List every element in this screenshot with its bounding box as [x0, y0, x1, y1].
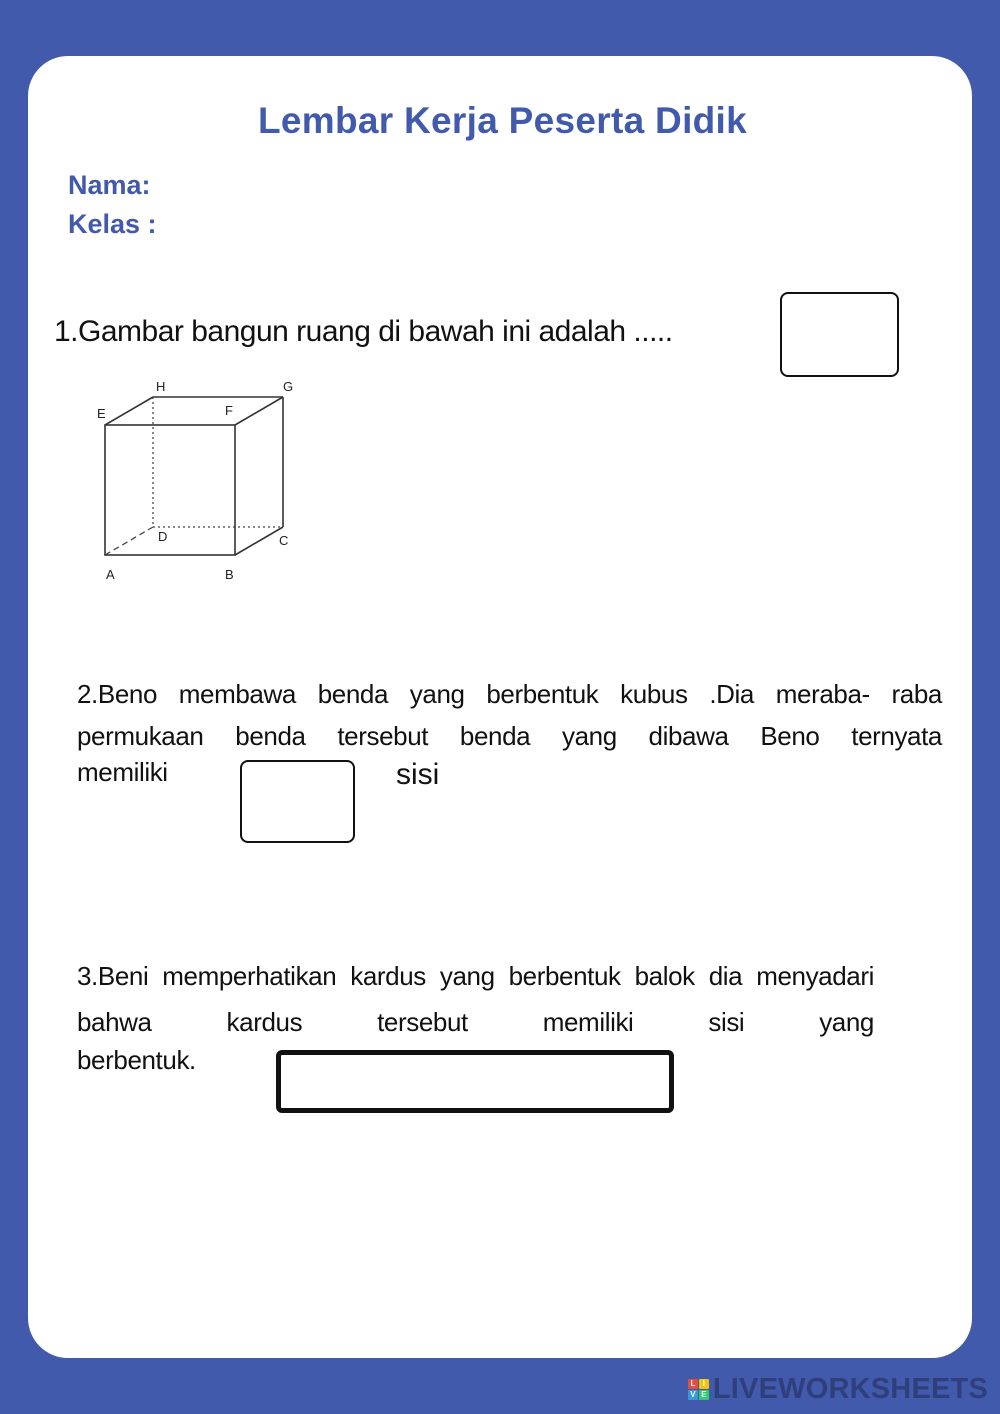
question-2-answer-box[interactable] [240, 760, 355, 843]
question-2-text: 2.Beno membawa benda yang berbentuk kubus .Dia meraba- raba permukaan benda tersebut benda yang dibawa Beno ternyata [77, 679, 942, 751]
question-3-text-end: berbentuk. [77, 1045, 196, 1075]
logo-letter-v: V [688, 1390, 698, 1400]
question-3-answer-box[interactable] [276, 1050, 674, 1113]
cube-diagram [88, 372, 318, 590]
cube-label-a: A [106, 567, 115, 582]
page-title: Lembar Kerja Peserta Didik [258, 100, 748, 141]
logo-letter-l: L [688, 1379, 698, 1389]
cube-edge-bc [235, 527, 283, 555]
logo-letter-i: I [699, 1379, 709, 1389]
brand-name: LIVEWORKSHEETS [712, 1372, 988, 1405]
question-2-suffix: sisi [396, 758, 440, 791]
cube-label-g: G [283, 379, 294, 394]
cube-label-c: C [279, 533, 289, 548]
cube-label-b: B [225, 567, 234, 582]
cube-label-d: D [158, 529, 168, 544]
question-2-text-end: memiliki [77, 757, 168, 787]
name-label: Nama: [68, 170, 151, 200]
liveworksheets-logo-icon [688, 1379, 709, 1400]
cube-label-h: H [156, 379, 166, 394]
logo-letter-e: E [699, 1390, 709, 1400]
question-1-answer-box[interactable] [780, 292, 899, 377]
cube-edge-eh [105, 397, 153, 425]
class-label: Kelas : [68, 209, 157, 239]
cube-label-e: E [97, 406, 106, 421]
cube-front-face [105, 425, 235, 555]
question-1-text: 1.Gambar bangun ruang di bawah ini adalah ..... [54, 315, 673, 348]
question-3-text: 3.Beni memperhatikan kardus yang berbentuk balok dia menyadari bahwa kardus tersebut memiliki sisi yang [77, 961, 874, 1037]
cube-label-f: F [225, 403, 233, 418]
cube-edge-hidden-ad [105, 527, 153, 555]
liveworksheets-logo [688, 1372, 988, 1406]
cube-edge-fg [235, 397, 283, 425]
